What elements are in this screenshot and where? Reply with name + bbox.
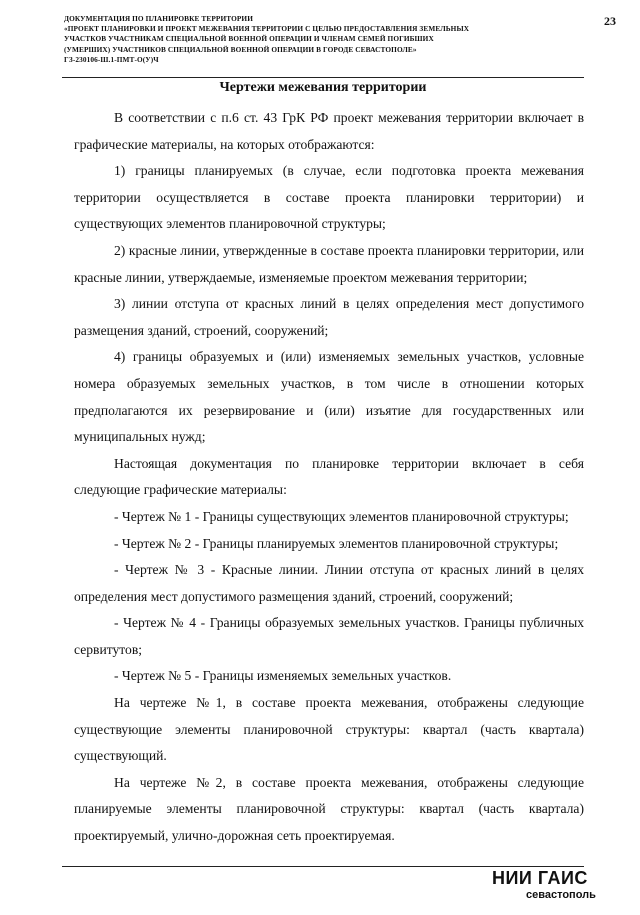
paragraph: В соответствии с п.6 ст. 43 ГрК РФ проект межевания территории включает в графические материалы, на которых отображаются: [74,110,584,152]
drawing-list-item: - Чертеж № 3 - Красные линии. Линии отступа от красных линий в целях определения мест допустимого размещения зданий, строений, сооружений; [74,562,584,604]
paragraph: На чертеже №2, в составе проекта межевания, отображены следующие планируемые элементы планировочной структуры: квартал (часть квартала) проектируемый, улично-дорожная сеть проектируемая. [74,774,584,844]
drawing-list-item: - Чертеж № 2 - Границы планируемых элементов планировочной структуры; [114,535,559,551]
logo-name: НИИ ГАИС [492,868,588,888]
list-item: 4) границы образуемых и (или) изменяемых земельных участков, условные номера образуемых земельных участков, в том числе в отношении которых предполагаются их резервирование и (или) изъятие для государственных или муниципальных нужд; [74,349,584,445]
logo-city: севастополь [526,889,596,901]
header-divider [62,77,584,78]
header-line: ДОКУМЕНТАЦИЯ ПО ПЛАНИРОВКЕ ТЕРРИТОРИИ [64,14,253,23]
header-line: (УМЕРШИХ) УЧАСТНИКОВ СПЕЦИАЛЬНОЙ ВОЕННОЙ ОПЕРАЦИИ В ГОРОДЕ СЕВАСТОПОЛЕ» [64,44,417,54]
header-line: УЧАСТКОВ УЧАСТНИКАМ СПЕЦИАЛЬНОЙ ВОЕННОЙ ОПЕРАЦИИ И ЧЛЕНАМ СЕМЕЙ ПОГИБШИХ [64,34,434,44]
page-number: 23 [604,14,616,28]
header-line: «ПРОЕКТ ПЛАНИРОВКИ И ПРОЕКТ МЕЖЕВАНИЯ ТЕРРИТОРИИ С ЦЕЛЬЮ ПРЕДОСТАВЛЕНИЯ ЗЕМЕЛЬНЫХ [64,24,470,34]
list-item: 3) линии отступа от красных линий в целях определения мест допустимого размещения зданий, строений, сооружений; [74,296,584,338]
section-title: Чертежи межевания территории [219,80,427,95]
paragraph: Настоящая документация по планировке территории включает в себя следующие графические материалы: [74,455,584,498]
drawing-list-item: - Чертеж № 1 - Границы существующих элементов планировочной структуры; [114,508,569,524]
list-item: 2) красные линии, утвержденные в составе проекта планировки территории, или красные линии, утверждаемые, изменяемые проектом межевания территории; [74,242,584,285]
drawing-list-item: - Чертеж № 5 - Границы изменяемых земельных участков. [114,668,452,684]
document-code: ГЗ-230106-Ш.1-ПМТ-О(У)Ч [64,54,159,64]
company-logo [490,868,630,908]
paragraph: На чертеже №1, в составе проекта межевания, отображены следующие существующие элементы планировочной структуры: квартал (часть квартала) существующий. [74,695,584,764]
document-body [74,105,584,850]
drawing-list-item: - Чертеж № 4 - Границы образуемых земельных участков. Границы публичных сервитутов; [74,615,584,657]
document-header [64,14,584,65]
footer-divider [62,866,584,867]
list-item: 1) границы планируемых (в случае, если подготовка проекта межевания территории осуществляется в составе проекта планировки территории) и существующих элементов планировочной структуры; [74,163,584,232]
